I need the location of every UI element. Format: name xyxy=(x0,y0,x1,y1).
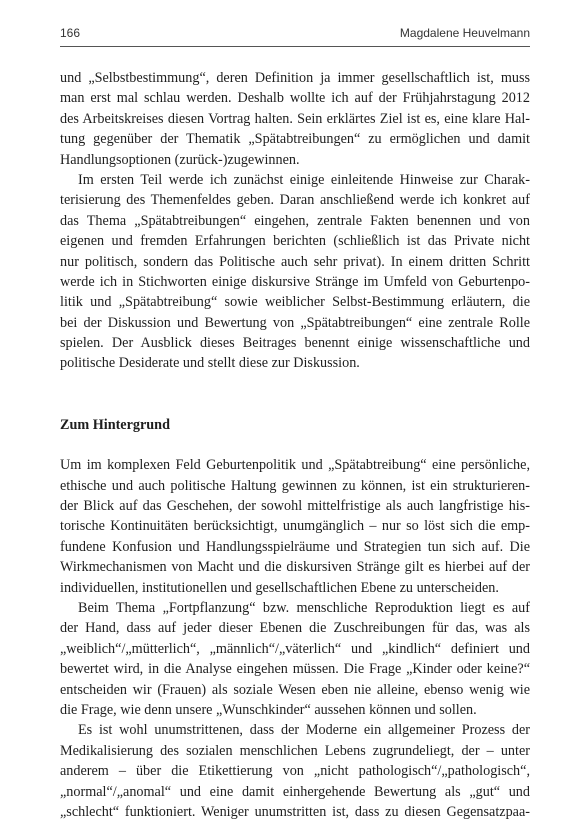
text-line: Es ist wohl unumstrittenen, dass der Moderne ein allgemeiner Prozess der xyxy=(78,722,530,739)
running-head-author: Magdalene Heuvelmann xyxy=(399,26,530,40)
text-line: „schlecht“ funktioniert. Weniger unumstritten ist, dass zu diesen Gegensatzpaa- xyxy=(60,803,530,820)
text-line: eigenen und fremden Erfahrungen berichten (schließlich ist das Private nicht xyxy=(60,233,530,250)
page-number: 166 xyxy=(60,26,81,40)
text-line: tung gegenüber der Thematik „Spätabtreibungen“ zu ermöglichen und damit xyxy=(60,131,530,148)
text-line: man erst mal schlau werden. Deshalb wollte ich auf der Frühjahrstagung 2012 xyxy=(60,90,530,107)
text-line: „normal“/„anomal“ und eine damit einhergehende Bewertung als „gut“ und xyxy=(60,783,530,800)
text-line: nur politisch, sondern das Politische auch sehr privat). In einem dritten Schritt xyxy=(60,253,530,270)
paragraph-4 xyxy=(60,598,530,720)
text-line: fundene Konfusion und Handlungsspielräume und Strategien tun sich auf. Die xyxy=(60,538,530,555)
text-line: das Thema „Spätabtreibungen“ eingehen, zentrale Fakten benennen und von xyxy=(60,212,530,229)
text-line: individuellen, institutionellen und gesellschaftlichen Ebene zu unterscheiden. xyxy=(60,579,499,596)
text-line: „weiblich“/„mütterlich“, „männlich“/„väterlich“ und „kindlich“ definiert und xyxy=(60,640,530,657)
paragraph-2 xyxy=(60,170,530,374)
text-line: litik und „Spätabtreibung“ sowie weiblicher Selbst-Bestimmung erläutern, die xyxy=(60,294,530,311)
paragraph-5 xyxy=(60,720,530,822)
text-line: politische Desiderate und stellt diese zur Diskussion. xyxy=(60,355,360,372)
paragraph-1 xyxy=(60,68,530,170)
text-line: Im ersten Teil werde ich zunächst einige einleitende Hinweise zur Charak- xyxy=(78,171,530,188)
text-line: der Hand, dass auf jeder dieser Ebenen die Zuschreibungen für das, was als xyxy=(60,620,530,637)
header-rule xyxy=(60,46,530,47)
body-text xyxy=(60,68,530,822)
text-line: terisierung des Themenfeldes geben. Daran anschließend werde ich konkret auf xyxy=(60,192,530,209)
text-line: des Arbeitskreises diesen Vortrag halten. Sein erklärtes Ziel ist es, eine klare Hal- xyxy=(60,110,530,127)
text-line: Handlungsoptionen (zurück-)zugewinnen. xyxy=(60,151,300,168)
text-line: Um im komplexen Feld Geburtenpolitik und „Spätabtreibung“ eine persönliche, xyxy=(60,457,530,474)
text-line: entscheiden wir (Frauen) als soziale Wesen eben nie alleine, ebenso wenig wie xyxy=(60,681,530,698)
running-head xyxy=(60,26,530,44)
section-spacer xyxy=(60,435,530,455)
text-line: ethische und auch politische Haltung gewinnen zu können, ist ein strukturieren- xyxy=(60,477,530,494)
text-line: Medikalisierung des sozialen menschlichen Lebens zugrundeliegt, der – unter xyxy=(60,742,530,759)
text-line: die Frage, wie denn unsere „Wunschkinder“ aussehen können und sollen. xyxy=(60,701,477,718)
text-line: bei der Diskussion und Bewertung von „Spätabtreibungen“ eine zentrale Rolle xyxy=(60,314,530,331)
text-line: Beim Thema „Fortpflanzung“ bzw. menschliche Reproduktion liegt es auf xyxy=(78,599,530,616)
text-line: torische Kontinuitäten berücksichtigt, unumgänglich – nur so löst sich die emp- xyxy=(60,518,530,535)
text-line: spielen. Der Ausblick dieses Beitrages benennt einige wissenschaftliche und xyxy=(60,335,530,352)
section-spacer xyxy=(60,374,530,415)
text-line: werde ich in Stichworten einige diskursive Stränge im Umfeld von Geburtenpo- xyxy=(60,273,530,290)
paragraph-3 xyxy=(60,455,530,598)
text-line: und „Selbstbestimmung“, deren Definition ja immer gesellschaftlich ist, muss xyxy=(60,70,530,86)
text-line: der Blick auf das Geschehen, der sowohl mittelfristige als auch langfristige his- xyxy=(60,498,530,515)
text-line: anderem – über die Etikettierung von „nicht pathologisch“/„pathologisch“, xyxy=(60,763,530,780)
text-line: bewertet wird, in die Analyse eingehen müssen. Die Frage „Kinder oder keine?“ xyxy=(60,661,530,678)
text-line: Wirkmechanismen von Macht und die diskursiven Stränge gilt es hierbei auf der xyxy=(60,559,530,576)
section-heading: Zum Hintergrund xyxy=(60,416,170,433)
